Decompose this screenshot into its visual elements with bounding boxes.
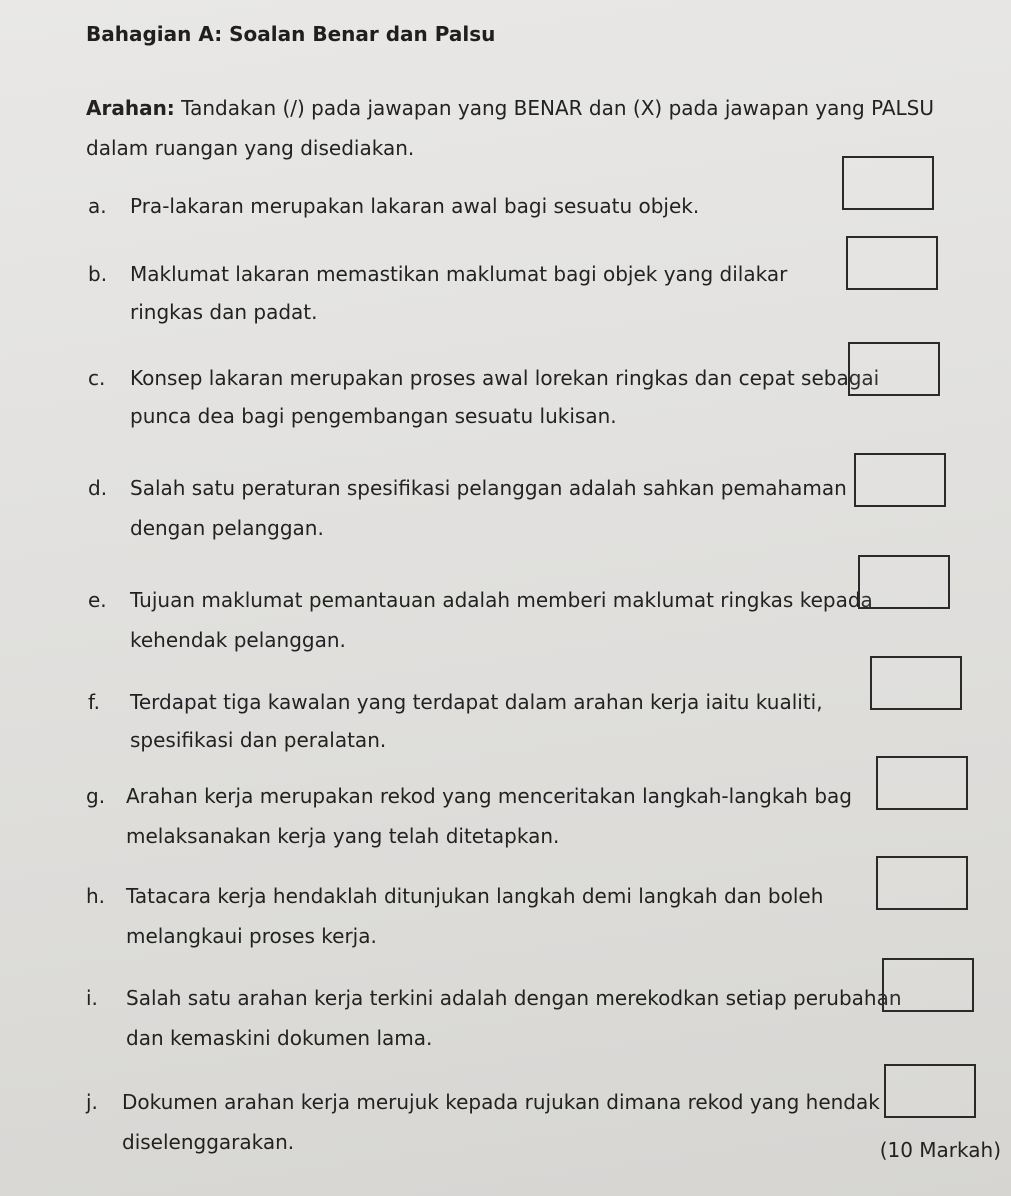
question-text-cont: melaksanakan kerja yang telah ditetapkan. — [126, 824, 560, 848]
question-text-cont: ringkas dan padat. — [130, 300, 318, 324]
question-letter: b. — [88, 262, 108, 286]
instruction-label: Arahan: — [86, 96, 175, 120]
question-letter: e. — [88, 588, 107, 612]
answer-box-h[interactable] — [876, 856, 968, 910]
question-text: Tujuan maklumat pemantauan adalah memberi maklumat ringkas kepada — [130, 588, 873, 612]
answer-box-g[interactable] — [876, 756, 968, 810]
question-text: Salah satu peraturan spesifikasi pelanggan adalah sahkan pemahaman — [130, 476, 847, 500]
question-text: Konsep lakaran merupakan proses awal lorekan ringkas dan cepat sebagai — [130, 366, 880, 390]
question-text-cont: spesifikasi dan peralatan. — [130, 728, 387, 752]
question-letter: g. — [86, 784, 106, 808]
question-text: Dokumen arahan kerja merujuk kepada rujukan dimana rekod yang hendak — [122, 1090, 880, 1114]
instruction-text: Tandakan (/) pada jawapan yang BENAR dan (X) pada jawapan yang PALSU dalam ruangan yang disediakan. — [86, 96, 935, 160]
question-text-cont: punca dea bagi pengembangan sesuatu lukisan. — [130, 404, 617, 428]
question-letter: d. — [88, 476, 108, 500]
question-text: Pra-lakaran merupakan lakaran awal bagi sesuatu objek. — [130, 194, 700, 218]
answer-box-f[interactable] — [870, 656, 962, 710]
answer-box-c[interactable] — [848, 342, 940, 396]
question-text: Maklumat lakaran memastikan maklumat bagi objek yang dilakar — [130, 262, 788, 286]
answer-box-j[interactable] — [884, 1064, 976, 1118]
question-text: Tatacara kerja hendaklah ditunjukan langkah demi langkah dan boleh — [126, 884, 824, 908]
question-letter: f. — [88, 690, 100, 714]
question-text: Salah satu arahan kerja terkini adalah dengan merekodkan setiap perubahan — [126, 986, 902, 1010]
instruction — [86, 88, 966, 168]
question-letter: j. — [86, 1090, 98, 1114]
question-letter: i. — [86, 986, 98, 1010]
question-text-cont: diselenggarakan. — [122, 1130, 295, 1154]
question-letter: c. — [88, 366, 106, 390]
question-text-cont: dan kemaskini dokumen lama. — [126, 1026, 433, 1050]
question-text-cont: melangkaui proses kerja. — [126, 924, 377, 948]
question-text: Arahan kerja merupakan rekod yang menceritakan langkah-langkah bag — [126, 784, 852, 808]
section-title: Bahagian A: Soalan Benar dan Palsu — [86, 22, 496, 46]
answer-box-i[interactable] — [882, 958, 974, 1012]
answer-box-b[interactable] — [846, 236, 938, 290]
question-letter: a. — [88, 194, 107, 218]
question-text-cont: dengan pelanggan. — [130, 516, 324, 540]
question-text-cont: kehendak pelanggan. — [130, 628, 346, 652]
question-text: Terdapat tiga kawalan yang terdapat dalam arahan kerja iaitu kualiti, — [130, 690, 823, 714]
total-marks: (10 Markah) — [879, 1138, 1001, 1162]
answer-box-a[interactable] — [842, 156, 934, 210]
answer-box-d[interactable] — [854, 453, 946, 507]
question-letter: h. — [86, 884, 106, 908]
answer-box-e[interactable] — [858, 555, 950, 609]
